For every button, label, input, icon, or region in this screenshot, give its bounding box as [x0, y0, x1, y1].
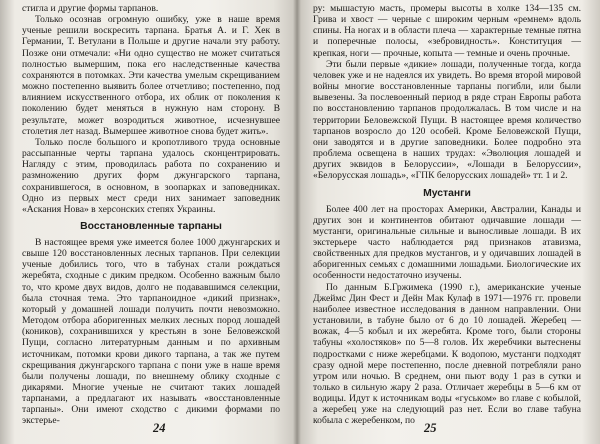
- paragraph: В настоящее время уже имеется более 1000 джунгарских и свыше 120 восстановленных лесных тарпанов. При селекции ученые добились того, что в табунах стали рождаться жеребята, сходные с диким предком. Особенно важным было то, что кроме двух видов, долго не подававшимся селекции, была сточная тема. Это тарпаноидное «дикий признак», который у домашней лошади получить почти невозможно. Методом отбора аборигенных мелких лесных пород лошадей (коников), сохранившихся у крестьян в зоне Беловежской Пущи, согласно литературным данным и по архивным источникам, потомки крови дикого тарпана, а так же путем скрещивания джунгарского тарпана с пони уже в наше время были получены лошади, по внешнему облику сходные с дикарями. Многие ученые не считают таких лошадей тарпанами, а предлагают их называть «восстановленные тарпаны». Они имеют сходство с дикими формами по экстерье-: [22, 236, 280, 427]
- paragraph: Только после большого и кропотливого труда основные рассыпанные черты тарпана удалось сконцентрировать. Нагляду с этим, проводилась работа по сохранению и размножению других форм джунгарского тарпана, сохранившегося, в основном, в зоопарках и заповедниках. Одно из первых мест среди них занимает заповедник «Аскания Нова» в херсонских степях Украины.: [22, 136, 280, 215]
- book-gutter: [293, 0, 301, 444]
- paragraph: ру: мышастую масть, промеры высоты в холке 134—135 см. Грива и хвост — черные с широким черным «ремнем» вдоль спины. На ногах и в области плеча — характерные темные пятна и поперечные полосы, «зебровидность». Конституция — крепкая, ноги — прочные, копыта — темные и очень прочные.: [313, 3, 581, 59]
- paragraph: По данным Б.Гржимека (1990 г.), американские ученые Джеймс Дин Фест и Дейн Мак Кулаф в 1971—1976 гг. провели наиболее известное исследования в данном направлении. Они установили, в табуне было от 6 до 10 лошадей. Жеребец — вожак, 4—5 кобыл и их жеребята. Кроме того, были стороны табуны «холостяков» по 5—8 голов. Их жеребчики вытеснены подростками с ниже жеребцами. К водопою, мустанги подходят сразу одной мере постепенно, после дневной потребляли рано утром или ночью. В среднем, они пьют воду 1 раз в сутки и только в сильную жару 2 раза. Отличает жеребцы в 5—6 км от водицы. Идут к источникам воды «гуськом» во главе с кобылой, а жеребец уже на следующий раз нет. Если во главе табуна кобыла с жеребенком, по: [313, 281, 581, 427]
- right-page: [297, 0, 600, 444]
- paragraph: Эти были первые «дикие» лошади, полученные тогда, когда человек уже и не надеялся их увидеть. Во время второй мировой войны многие восстановленные тарпаны погибли, или были вывезены. За послевоенный период в ряде стран Европы работа по восстановлению тарпанов продолжалась. В том числе и на территории Беловежской Пущи. В настоящее время количество тарпанов возросло до 120 особей. Кроме Беловежской Пущи, они заводятся и в другие заповедники. Более подробно эта проблема освещена в наших трудах: «Эволюция лошадей и других эквидов в Белоруссии», «Лошади в Белоруссии», «Белорусская лошадь», «ГПК белорусских лошадей» тт. 1 и 2.: [313, 58, 581, 182]
- paragraph: стигла и другие формы тарпанов.: [22, 3, 159, 14]
- page-number: 24: [153, 421, 166, 435]
- left-page-text: [22, 3, 280, 427]
- paragraph: Только осознав огромную ошибку, уже в наше время ученые решили воскресить тарпана. Братья А. и Г. Хек в Германии, Т. Ветулани в Польше и другие начали эту работу. Позже они отмечали: «Ни одно существо не может считаться полностью вымершим, пока его наследственные качества сохраняются в потомках. Эти качества умелым скрещиванием можно постепенно выявить более отчетливо; постепенно, под влиянием искусственного отбора, их облик от поколения к поколению будет меняться в нужную нам сторону. В результате, может возродиться животное, исчезнувшее столетия лет назад. Вымершее животное снова будет жить».: [22, 14, 280, 137]
- paragraph: Более 400 лет на просторах Америки, Австралии, Канады и других зон и континентов обитают одичавшие лошади — мустанги, оригинальные сильные и выносливые лошади. В их экстерьере часто наблюдается ряд признаков атавизма, свойственных для предков мустангов, и у одичавших лошадей в аборигенных семьях с домашними лошадьми. Биологические их особенности недостаточно изучены.: [313, 203, 581, 282]
- left-page: [0, 0, 297, 444]
- section-heading: Восстановленные тарпаны: [80, 220, 222, 232]
- section-heading: Мустанги: [423, 187, 471, 199]
- page-number: 25: [424, 421, 437, 435]
- right-page-text: [313, 3, 581, 427]
